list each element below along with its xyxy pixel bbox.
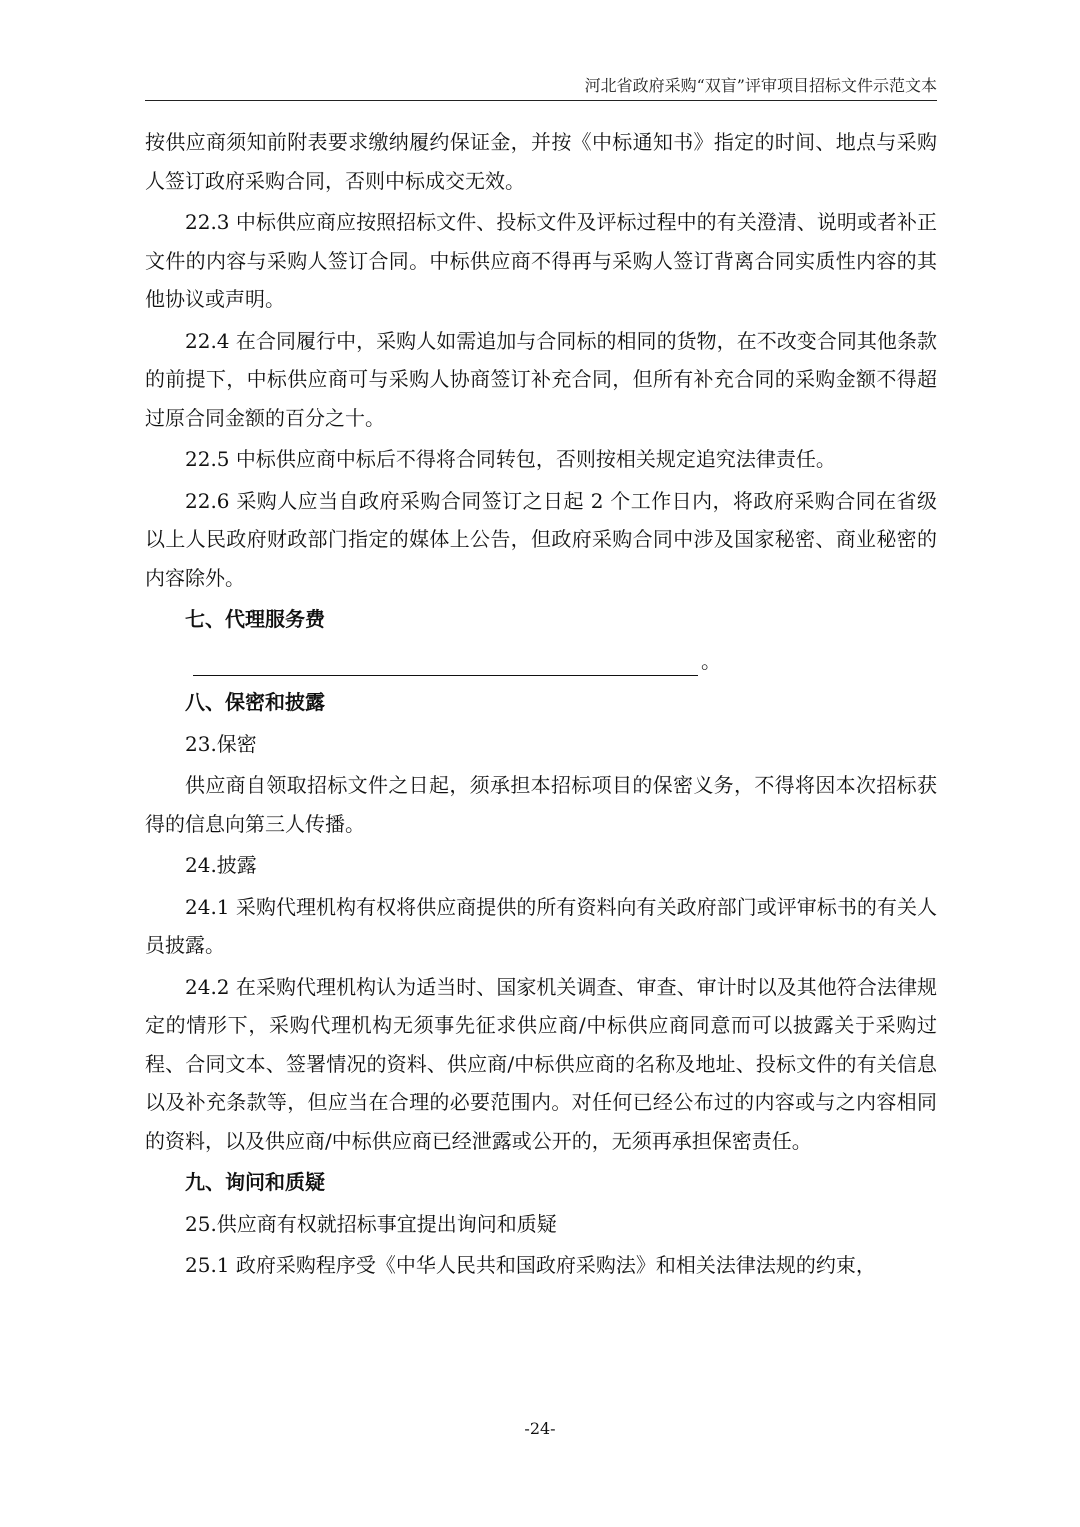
fill-in-underline [193,675,698,676]
document-body [145,123,937,1288]
paragraph-24-1: 24.1 采购代理机构有权将供应商提供的所有资料向有关政府部门或评审标书的有关人员披露。 [145,894,937,957]
paragraph-22-2-continued: 按供应商须知前附表要求缴纳履约保证金，并按《中标通知书》指定的时间、地点与采购人签订政府采购合同，否则中标成交无效。 [145,130,937,193]
paragraph-25-1: 25.1 政府采购程序受《中华人民共和国政府采购法》和相关法律法规的约束， [185,1253,876,1277]
paragraph-22-4: 22.4 在合同履行中，采购人如需追加与合同标的相同的货物，在不改变合同其他条款的前提下，中标供应商可与采购人协商签订补充合同，但所有补充合同的采购金额不得超过原合同金额的百分之十。 [145,328,937,430]
section-heading-inquiry-challenge: 九、询问和质疑 [185,1170,325,1194]
clause-heading-24: 24.披露 [185,853,257,877]
page-number: -24- [524,1419,556,1438]
header-divider [145,100,937,101]
clause-heading-25: 25.供应商有权就招标事宜提出询问和质疑 [185,1211,557,1236]
blank-line-period: 。 [701,648,721,673]
paragraph-22-6: 22.6 采购人应当自政府采购合同签订之日起 2 个工作日内，将政府采购合同在省级以上人民政府财政部门指定的媒体上公告，但政府采购合同中涉及国家秘密、商业秘密的内容除外。 [145,488,937,590]
paragraph-22-5: 22.5 中标供应商中标后不得将合同转包，否则按相关规定追究法律责任。 [185,447,836,471]
paragraph-24-2: 24.2 在采购代理机构认为适当时、国家机关调查、审查、审计时以及其他符合法律规定的情形下，采购代理机构无须事先征求供应商/中标供应商同意而可以披露关于采购过程、合同文本、签署情况的资料、供应商/中标供应商的名称及地址、投标文件的有关信息以及补充条款等，但应当在合理的必要范围内。对任何已经公布过的内容或与之内容相同的资料，以及供应商/中标供应商已经泄露或公开的，无须再承担保密责任。 [145,974,937,1153]
agency-fee-blank-line [145,642,937,681]
paragraph-22-3: 22.3 中标供应商应按照招标文件、投标文件及评标过程中的有关澄清、说明或者补正文件的内容与采购人签订合同。中标供应商不得再与采购人签订背离合同实质性内容的其他协议或声明。 [145,210,937,311]
section-heading-agency-fee: 七、代理服务费 [185,607,325,631]
running-header: 河北省政府采购“双盲”评审项目招标文件示范文本 [584,76,937,95]
paragraph-23: 供应商自领取招标文件之日起，须承担本招标项目的保密义务，不得将因本次招标获得的信息向第三人传播。 [145,773,937,836]
section-heading-confidentiality-disclosure: 八、保密和披露 [185,690,325,714]
clause-heading-23: 23.保密 [185,731,257,756]
